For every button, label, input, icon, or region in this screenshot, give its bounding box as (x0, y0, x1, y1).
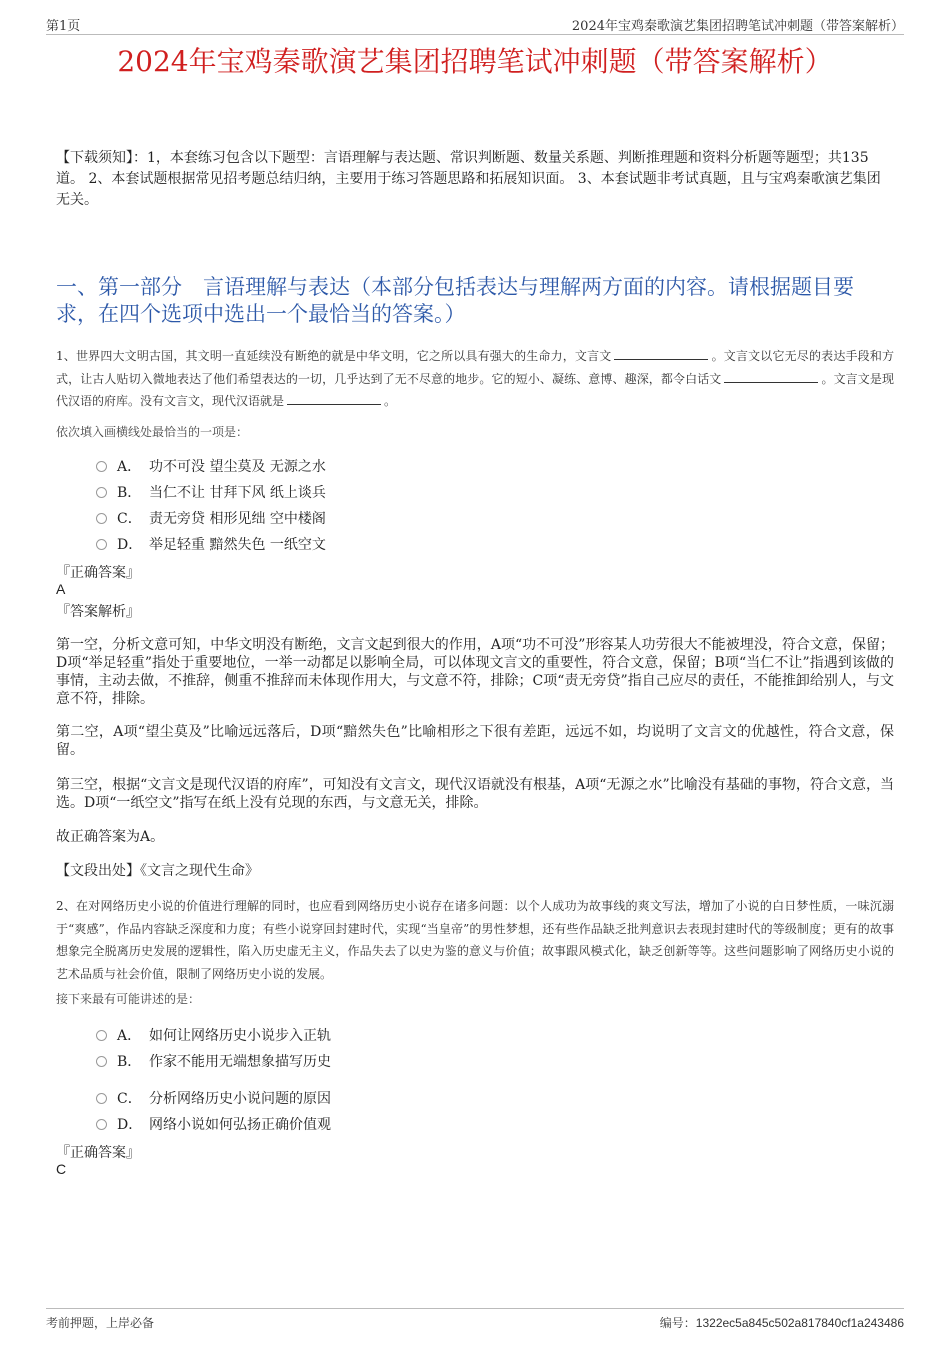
page-footer (46, 1308, 904, 1329)
radio-icon[interactable] (96, 1030, 107, 1041)
radio-icon[interactable] (96, 487, 107, 498)
radio-icon[interactable] (96, 1093, 107, 1104)
q1-analysis-para-1: 第一空，分析文意可知，中华文明没有断绝，文言文起到很大的作用，A项“功不可没”形容某人功劳很大不能被埋没，符合文意，保留；D项“举足轻重”指处于重要地位，一举一动都足以影响全局，可以体现文言文的重要性，符合文意，保留；B项“当仁不让”指遇到该做的事情，主动去做，不推辞，侧重不推辞而未体现作用大，与文意不符，排除；C项“责无旁贷”指自己应尽的责任，不能推卸给别人，与文意不符，排除。 (56, 637, 894, 707)
radio-icon[interactable] (96, 1119, 107, 1130)
fill-blank (287, 392, 381, 405)
footer-code: 编号：1322ec5a845c502a817840cf1a243486 (659, 1316, 904, 1330)
q1-answer-tag: 『正确答案』 (56, 565, 140, 581)
q2-option-d[interactable]: D． 网络小说如何弘扬正确价值观 (96, 1114, 331, 1134)
q1-option-b[interactable]: B． 当仁不让 甘拜下风 纸上谈兵 (96, 482, 326, 502)
q1-analysis-para-2: 第二空，A项“望尘莫及”比喻远远落后，D项“黯然失色”比喻相形之下很有差距，远远不如，均说明了文言文的优越性，符合文意，保留。 (56, 724, 894, 758)
radio-icon[interactable] (96, 1056, 107, 1067)
page-header (46, 14, 904, 35)
q2-answer: C (56, 1161, 67, 1177)
section-heading: 一、第一部分 言语理解与表达（本部分包括表达与理解两方面的内容。请根据题目要求，在四个选项中选出一个最恰当的答案。） (56, 275, 854, 326)
document-title: 2024年宝鸡秦歌演艺集团招聘笔试冲刺题（带答案解析） (117, 45, 833, 78)
fill-blank (614, 347, 708, 360)
footer-slogan: 考前押题，上岸必备 (46, 1316, 155, 1330)
download-notice: 【下载须知】：1，本套练习包含以下题型：言语理解与表达题、常识判断题、数量关系题、判断推理题和资料分析题等题型；共135道。 2、本套试题根据常见招考题总结归纳，主要用于练习答题思路和拓展知识面。 3、本套试题非考试真题，且与宝鸡秦歌演艺集团无关。 (56, 150, 881, 208)
q1-analysis-tag: 『答案解析』 (56, 604, 140, 620)
q1-option-a[interactable]: A． 功不可没 望尘莫及 无源之水 (96, 456, 326, 476)
q1-option-d[interactable]: D． 举足轻重 黯然失色 一纸空文 (96, 534, 326, 554)
q1-answer: A (56, 581, 66, 597)
question-2-stem: 2、在对网络历史小说的价值进行理解的同时，也应看到网络历史小说存在诸多问题：以个人成功为故事线的爽文写法，增加了小说的白日梦性质，一味沉溺于“爽感”，作品内容缺乏深度和力度；有些小说穿回封建时代，实现“当皇帝”的男性梦想，还有些作品缺乏批判意识去表现封建时代的等级制度；更有的故事想象完全脱离历史发展的逻辑性，陷入历史虚无主义，作品失去了以史为鉴的意义与价值；故事跟风模式化，缺乏创新等等。这些问题影响了网络历史小说的艺术品质与社会价值，限制了网络历史小说的发展。 (56, 899, 894, 981)
q1-option-c[interactable]: C． 责无旁贷 相形见绌 空中楼阁 (96, 508, 326, 528)
q2-option-a[interactable]: A． 如何让网络历史小说步入正轨 (96, 1025, 331, 1045)
radio-icon[interactable] (96, 539, 107, 550)
header-doc-title: 2024年宝鸡秦歌演艺集团招聘笔试冲刺题（带答案解析） (571, 19, 904, 34)
question-1-stem: 1、世界四大文明古国，其文明一直延续没有断绝的就是中华文明，它之所以具有强大的生命力，文言文 。文言文以它无尽的表达手段和方式，让古人贴切入微地表达了他们希望表达的一切，几乎达到了无不尽意的地步。它的短小、凝练、意博、趣深，都令白话文 。文言文是现代汉语的府库。没有文言文，现代汉语就是 。 (56, 349, 894, 408)
q1-analysis-para-3: 第三空，根据“文言文是现代汉语的府库”，可知没有文言文，现代汉语就没有根基，A项“无源之水”比喻没有基础的事物，符合文意，当选。D项“一纸空文”指写在纸上没有兑现的东西，与文意无关，排除。 (56, 777, 894, 811)
q1-source: 【文段出处】《文言之现代生命》 (56, 863, 259, 879)
fill-blank (724, 370, 818, 383)
radio-icon[interactable] (96, 461, 107, 472)
q2-option-b[interactable]: B． 作家不能用无端想象描写历史 (96, 1051, 331, 1071)
radio-icon[interactable] (96, 513, 107, 524)
question-2-prompt: 接下来最有可能讲述的是： (56, 992, 201, 1006)
q2-option-c[interactable]: C． 分析网络历史小说问题的原因 (96, 1088, 331, 1108)
page-number: 第1页 (46, 19, 81, 34)
q1-analysis-para-4: 故正确答案为A。 (56, 829, 165, 845)
question-1-prompt: 依次填入画横线处最恰当的一项是： (56, 425, 249, 439)
q2-answer-tag: 『正确答案』 (56, 1145, 140, 1161)
